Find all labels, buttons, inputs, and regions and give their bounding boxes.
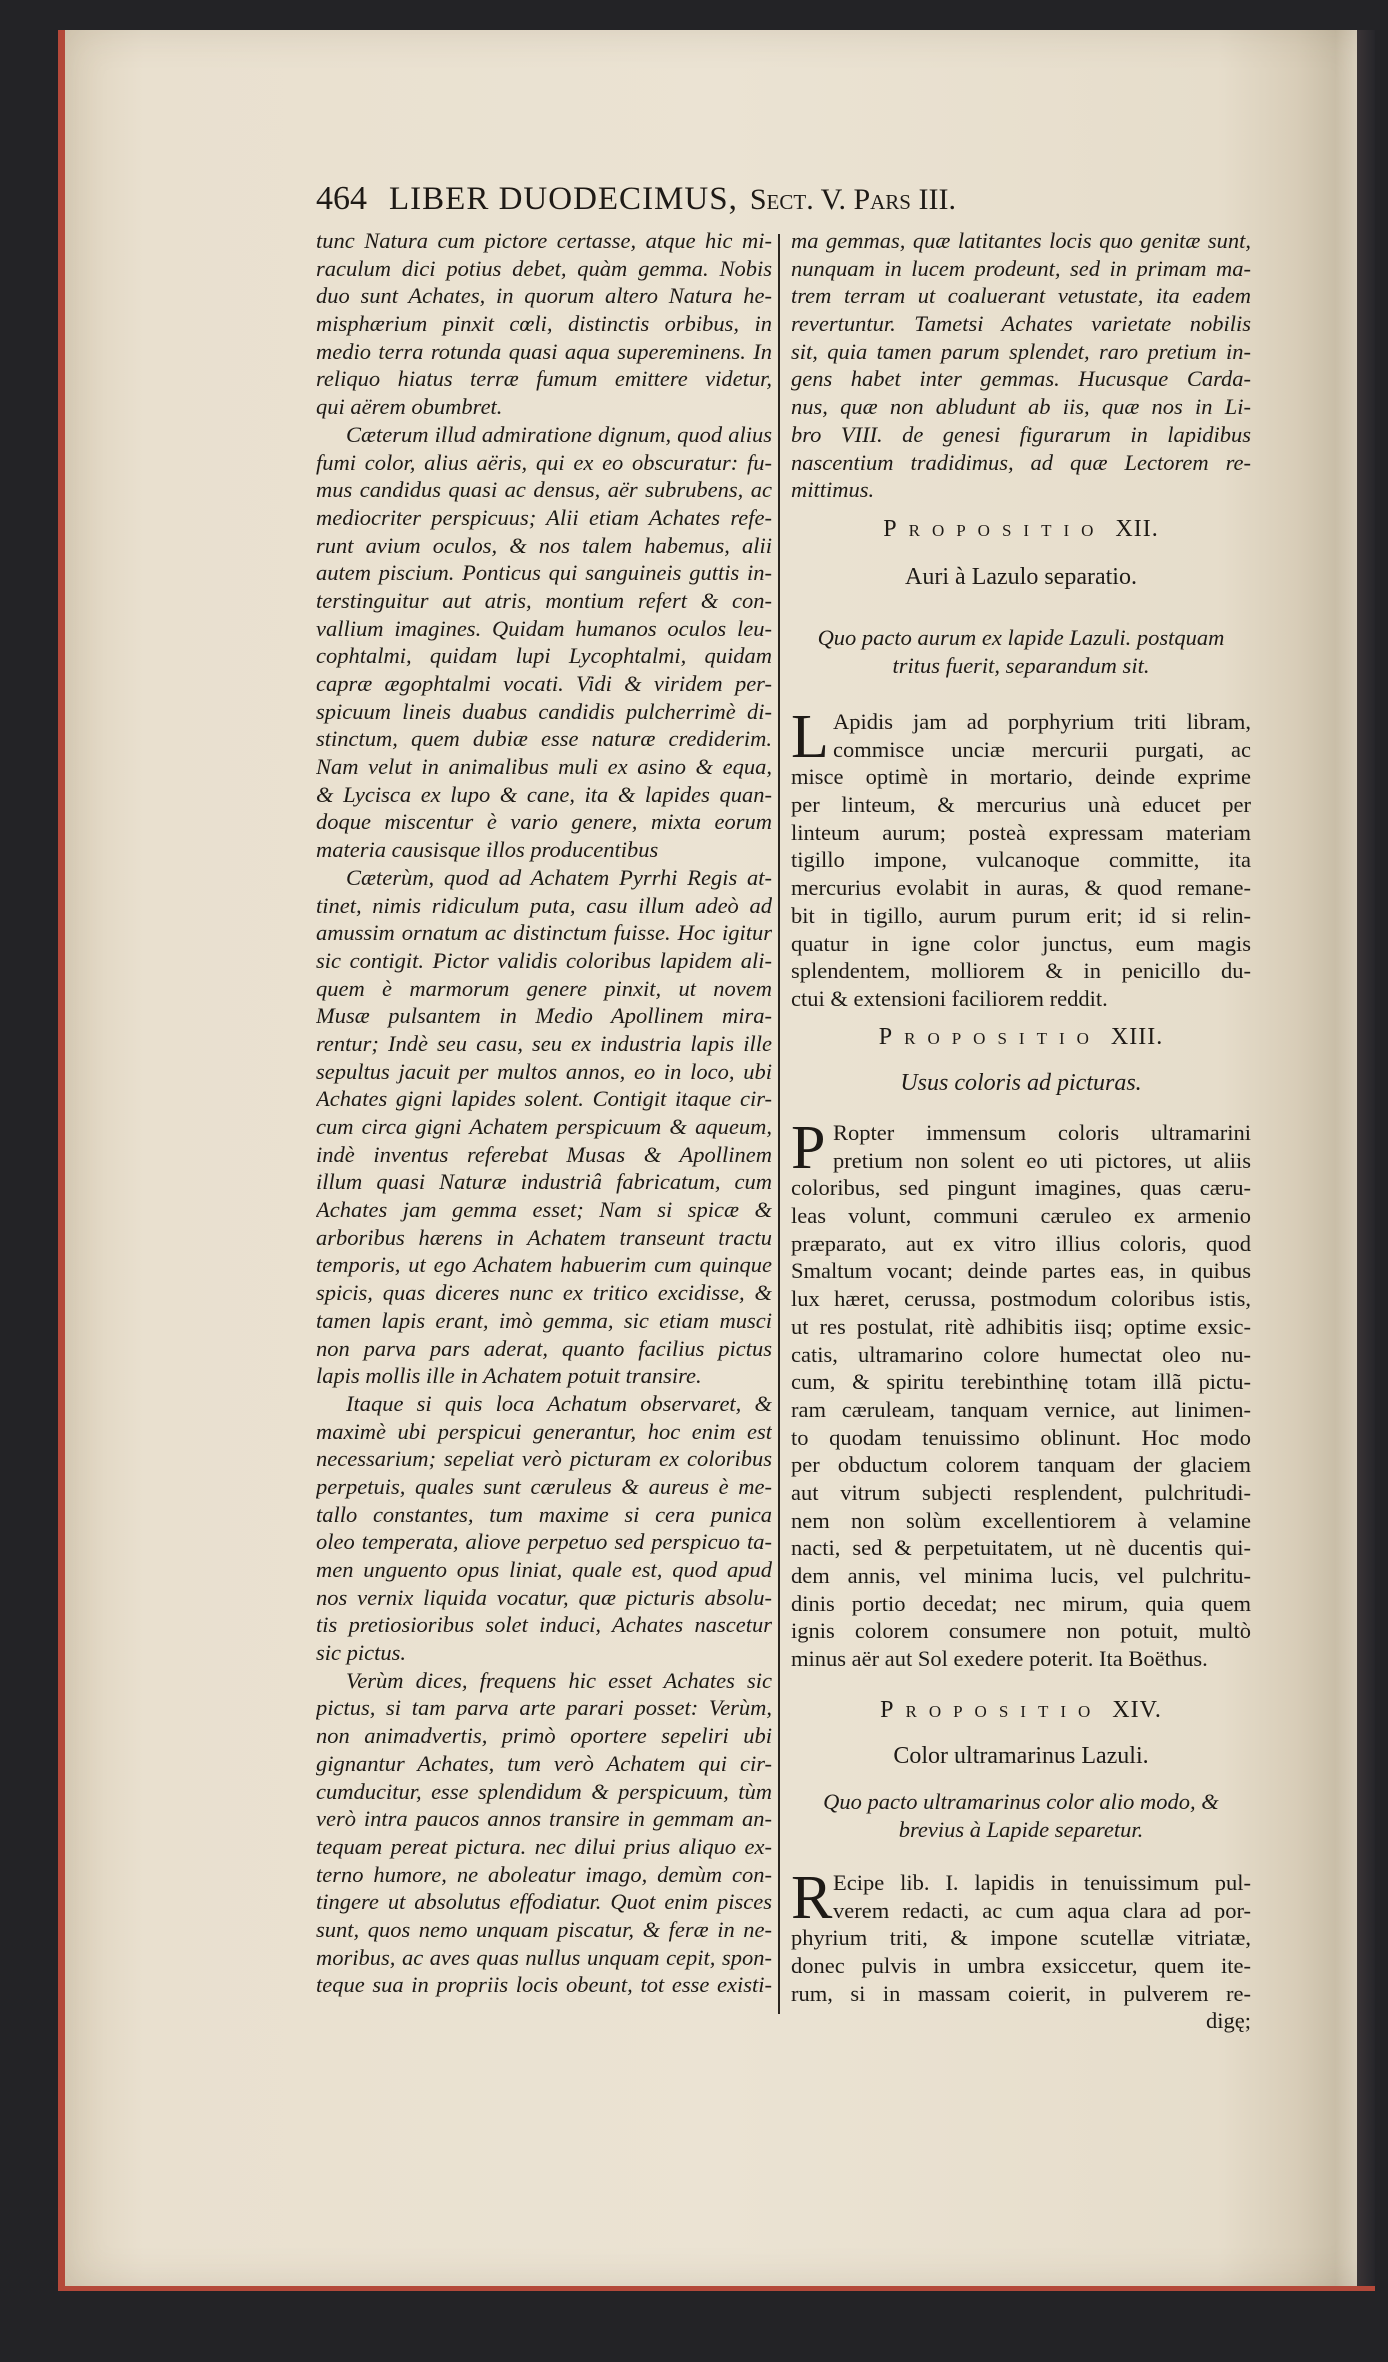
- text-line: leas volunt, communi cæruleo ex armenio: [791, 1203, 1251, 1229]
- text-line: per linteum, & mercurius unà educet per: [791, 792, 1251, 818]
- text-line: Musæ pulsantem in Medio Apollinem mira-: [316, 1003, 772, 1029]
- text-line: Quo pacto aurum ex lapide Lazuli. postquam: [817, 625, 1225, 650]
- text-line: tequam pereat pictura. nec dilui prius aliquo ex-: [316, 1833, 772, 1859]
- proposition-13-title: Usus coloris ad picturas.: [900, 1070, 1142, 1096]
- text-line: gens habet inter gemmas. Hucusque Carda-: [791, 366, 1251, 392]
- text-line: sic pictus.: [316, 1640, 406, 1666]
- text-line: dem annis, vel minima lucis, vel pulchritu-: [791, 1563, 1251, 1588]
- text-line: cophtalmi, quidam lupi Lycophtalmi, quidam: [316, 643, 772, 669]
- text-line: mittimus.: [791, 477, 875, 503]
- text-line: spicis, quas diceres nunc ex tritico excidisse, &: [316, 1280, 772, 1306]
- text-line: bit in tigillo, aurum purum erit; id si relin-: [791, 902, 1251, 928]
- text-line: tritus fuerit, separandum sit.: [892, 652, 1150, 678]
- text-line: Apidis jam ad porphyrium triti libram,: [833, 709, 1251, 734]
- text-line: trem terram ut coaluerant vetustate, ita eadem: [791, 283, 1251, 309]
- text-line: phyrium triti, & impone scutellæ vitriatæ,: [791, 1925, 1251, 1951]
- text-line: men unguento opus liniat, quale est, quod apud: [316, 1557, 772, 1582]
- text-line: mus candidus quasi ac densus, aër subrubens, ac: [316, 477, 772, 503]
- text-line: Nam velut in animalibus muli ex asino & equa,: [316, 754, 772, 780]
- text-line: rentur; Indè seu casu, seu ex industria lapis ille: [316, 1030, 772, 1056]
- proposition-label: Propositio: [883, 516, 1106, 542]
- text-line: necessarium; sepeliat verò picturam ex coloribus: [316, 1446, 772, 1472]
- text-line: nus, quæ non abludunt ab iis, quæ nos in Li-: [791, 394, 1251, 420]
- proposition-number: XIV.: [1112, 1697, 1162, 1723]
- text-line: runt avium oculos, & nos talem habemus, alii: [316, 532, 772, 558]
- text-line: Achates jam gemma esset; Nam si spicæ &: [316, 1197, 772, 1223]
- running-header: [316, 180, 1256, 228]
- text-line: nem non solùm excellentiorem à velamine: [791, 1507, 1251, 1533]
- text-line: to quodam tenuissimo oblinunt. Hoc modo: [791, 1424, 1251, 1450]
- text-line: tamen lapis erant, imò gemma, sic etiam musci: [316, 1307, 772, 1333]
- text-line: medio terra rotunda quasi aqua supereminens. In: [316, 338, 772, 364]
- proposition-label: Propositio: [878, 1024, 1101, 1050]
- text-line: indè inventus referebat Musas & Apollinem: [316, 1141, 772, 1167]
- text-line: sepultus jacuit per multos annos, eo in loco, ubi: [316, 1058, 772, 1084]
- text-line: ctui & extensioni faciliorem reddit.: [791, 985, 1108, 1011]
- paragraph: [791, 1114, 1251, 1673]
- text-line: digę;: [1206, 2008, 1251, 2034]
- text-line: lapis mollis ille in Achatem potuit transire.: [316, 1363, 702, 1389]
- continuation-paragraph: [791, 227, 1251, 504]
- proposition-number: XIII.: [1110, 1024, 1164, 1050]
- text-line: aut vitrum subjecti resplendent, pulchritudi-: [791, 1479, 1251, 1505]
- paragraph: [791, 703, 1251, 1013]
- paragraph: [316, 1667, 772, 1999]
- text-line: Cæterùm, quod ad Achatem Pyrrhi Regis at-: [346, 864, 772, 890]
- text-line: Achates gigni lapides solent. Contigit itaque cir-: [316, 1086, 772, 1112]
- text-line: misphærium pinxit cœli, distinctis orbibus, in: [316, 311, 772, 337]
- text-line: Smaltum vocant; deinde partes eas, in quibus: [791, 1258, 1251, 1284]
- proposition-14-summary: [791, 1788, 1251, 1843]
- text-line: pretium non solent eo uti pictores, ut aliis: [833, 1147, 1251, 1173]
- text-line: non animadvertis, primò oportere sepeliri ubi: [316, 1723, 772, 1749]
- text-line: Verùm dices, frequens hic esset Achates sic: [346, 1667, 772, 1693]
- text-line: gignantur Achates, tum verò Achatem qui cir-: [316, 1750, 772, 1776]
- text-line: bro VIII. de genesi figurarum in lapidibus: [791, 421, 1251, 447]
- text-line: nascentium tradidimus, ad quæ Lectorem re-: [791, 449, 1251, 475]
- page-number: 464: [316, 180, 367, 217]
- text-line: nacti, sed & perpetuitatem, ut nè ducentis qui-: [791, 1535, 1251, 1561]
- text-line: terstinguitur aut atris, montium refert & con-: [316, 587, 772, 613]
- proposition-13-heading: [791, 1024, 1251, 1051]
- drop-cap: R: [791, 1864, 833, 1932]
- text-line: revertuntur. Tametsi Achates varietate nobilis: [791, 311, 1251, 337]
- text-line: terno humore, ne aboleatur imago, demùm con-: [316, 1861, 772, 1887]
- text-line: Quo pacto ultramarinus color alio modo, &: [823, 1789, 1219, 1814]
- text-line: pictus, si tam parva arte parari posset: Verùm,: [316, 1695, 772, 1721]
- proposition-12-title: Auri à Lazulo separatio.: [905, 564, 1137, 590]
- text-line: cum circa gigni Achatem perspicuum & aqueum,: [316, 1114, 772, 1139]
- paragraph: [316, 227, 772, 421]
- text-line: oleo temperata, aliove perpetuo sed perspicuo ta-: [316, 1529, 772, 1555]
- text-line: sic contigit. Pictor validis coloribus lapidem ali-: [316, 947, 772, 973]
- drop-cap: L: [791, 703, 829, 771]
- text-line: perpetuis, quales sunt cæruleus & aureus è me-: [316, 1473, 772, 1499]
- paragraph: [316, 421, 772, 864]
- text-line: maximè ubi perspicui generantur, hoc enim est: [316, 1418, 772, 1444]
- text-line: ma gemmas, quæ latitantes locis quo genitæ sunt,: [791, 228, 1251, 253]
- text-line: cumducitur, esse splendidum & perspicuum, tùm: [316, 1778, 772, 1804]
- text-line: minus aër aut Sol exedere poterit. Ita Boëthus.: [791, 1646, 1208, 1672]
- text-line: vallium imagines. Quidam humanos oculos leu-: [316, 615, 772, 641]
- text-line: tallo constantes, tum maxime si cera punica: [316, 1501, 772, 1527]
- proposition-12-summary: [791, 624, 1251, 679]
- page-gutter: [1357, 30, 1375, 2286]
- text-line: Ropter immensum coloris ultramarini: [833, 1120, 1251, 1145]
- proposition-14-body: [791, 1864, 1251, 2035]
- paragraph: [316, 1390, 772, 1667]
- text-line: illum quasi Naturæ industriâ fabricatum, cum: [316, 1169, 772, 1195]
- section-label: Sect. V. Pars III.: [749, 183, 956, 216]
- text-line: Ecipe lib. I. lapidis in tenuissimum pul-: [833, 1870, 1251, 1895]
- drop-cap: P: [791, 1114, 826, 1182]
- proposition-number: XII.: [1115, 516, 1159, 542]
- proposition-14-heading: [791, 1697, 1251, 1724]
- text-line: non parva pars aderat, quanto facilius pictus: [316, 1335, 772, 1361]
- text-line: tis pretiosioribus solet induci, Achates nascetur: [316, 1612, 772, 1638]
- text-line: dinis portio decedat; nec mirum, quia quem: [791, 1590, 1251, 1616]
- text-line: catis, ultramarino colore humectat oleo nu-: [791, 1341, 1251, 1367]
- text-line: ignis colorem consumere non potuit, multò: [791, 1618, 1251, 1644]
- text-line: fumi color, alius aëris, qui ex eo obscuratur: fu-: [316, 449, 772, 475]
- text-line: verem redacti, ac cum aqua clara ad por-: [833, 1897, 1251, 1923]
- text-line: mercurius evolabit in auras, & quod remane-: [791, 875, 1251, 901]
- text-line: ram cæruleam, tanquam vernice, aut linimen-: [791, 1396, 1251, 1422]
- text-line: per obductum colorem tanquam der glaciem: [791, 1452, 1251, 1478]
- text-line: quatur in igne color junctus, eum magis: [791, 930, 1251, 956]
- text-line: Itaque si quis loca Achatum observaret, &: [346, 1390, 772, 1416]
- text-line: mediocriter perspicuus; Alii etiam Achates refe-: [316, 504, 772, 530]
- text-line: duo sunt Achates, in quorum altero Natura he-: [316, 283, 772, 309]
- text-line: misce optimè in mortario, deinde exprime: [791, 764, 1251, 790]
- text-line: stinctum, quem dubiæ esse naturæ crediderim.: [316, 726, 772, 752]
- running-title: LIBER DUODECIMUS,: [389, 181, 738, 217]
- proposition-13-body: [791, 1114, 1251, 1673]
- text-line: nos vernix liquida vocatur, quæ picturis absolu-: [316, 1584, 772, 1610]
- text-line: teque sua in propriis locis obeunt, tot esse existi-: [316, 1972, 772, 1998]
- text-line: moribus, ac aves quas nullus unquam cepit, spon-: [316, 1944, 772, 1970]
- text-line: temporis, ut ego Achatem habuerim cum quinque: [316, 1252, 772, 1278]
- text-line: verò intra paucos annos transire in gemmam an-: [316, 1806, 772, 1832]
- paragraph: [791, 1864, 1251, 2035]
- text-line: brevius à Lapide separetur.: [898, 1816, 1144, 1842]
- text-line: sit, quia tamen parum splendet, raro pretium in-: [791, 338, 1251, 364]
- text-line: lux hæret, cerussa, postmodum coloribus istis,: [791, 1286, 1251, 1312]
- left-column: [316, 227, 772, 1999]
- proposition-12-heading: [791, 516, 1251, 543]
- text-line: doque miscentur è vario genere, mixta eorum: [316, 809, 772, 835]
- text-line: reliquo hiatus terræ fumum emittere videtur,: [316, 366, 772, 392]
- text-line: tinet, nimis ridiculum puta, casu illum adeò ad: [316, 892, 772, 918]
- text-line: tigillo impone, vulcanoque committe, ita: [791, 847, 1251, 873]
- text-line: capræ ægophtalmi vocati. Vidi & viridem per-: [316, 671, 772, 696]
- text-line: spicuum lineis duabus candidis pulcherrimè di-: [316, 698, 772, 724]
- text-line: tunc Natura cum pictore certasse, atque hic mi-: [316, 228, 772, 253]
- text-line: autem piscium. Ponticus qui sanguineis guttis in-: [316, 560, 772, 586]
- paragraph: [316, 864, 772, 1390]
- text-line: materia causisque illos producentibus: [316, 837, 659, 863]
- text-line: cum, & spiritu terebinthinę totam illã pictu-: [791, 1369, 1251, 1395]
- text-line: linteum aurum; posteà expressam materiam: [791, 819, 1251, 845]
- text-line: sunt, quos nemo unquam piscatur, & feræ in ne-: [316, 1916, 772, 1942]
- text-line: Cæterum illud admiratione dignum, quod alius: [346, 421, 772, 447]
- text-line: præparato, aut ex vitro illius coloris, quod: [791, 1230, 1251, 1256]
- text-line: ut res postulat, ritè adhibitis iisq; optime exsic-: [791, 1313, 1251, 1339]
- text-line: nunquam in lucem prodeunt, sed in primam ma-: [791, 255, 1251, 281]
- proposition-12-body: [791, 703, 1251, 1013]
- text-line: splendentem, molliorem & in penicillo du-: [791, 958, 1251, 984]
- text-line: tingere ut absolutus effodiatur. Quot enim pisces: [316, 1889, 772, 1915]
- text-line: coloribus, sed pingunt imagines, quas cæru-: [791, 1175, 1251, 1201]
- proposition-14-title: Color ultramarinus Lazuli.: [893, 1743, 1149, 1769]
- text-line: donec pulvis in umbra exsiccetur, quem ite-: [791, 1953, 1251, 1979]
- text-line: qui aërem obumbret.: [316, 394, 503, 420]
- text-line: quem è marmorum genere pinxit, ut novem: [316, 975, 772, 1001]
- text-line: raculum dici potius debet, quàm gemma. Nobis: [316, 255, 772, 281]
- column-divider: [778, 234, 780, 2014]
- text-line: rum, si in massam coierit, in pulverem re-: [791, 1980, 1251, 2006]
- text-line: commisce unciæ mercurii purgati, ac: [833, 736, 1251, 762]
- text-line: arboribus hærens in Achatem transeunt tractu: [316, 1224, 772, 1250]
- text-line: & Lycisca ex lupo & cane, ita & lapides quan-: [316, 781, 772, 807]
- proposition-label: Propositio: [880, 1697, 1103, 1723]
- text-line: amussim ornatum ac distinctum fuisse. Hoc igitur: [316, 920, 772, 946]
